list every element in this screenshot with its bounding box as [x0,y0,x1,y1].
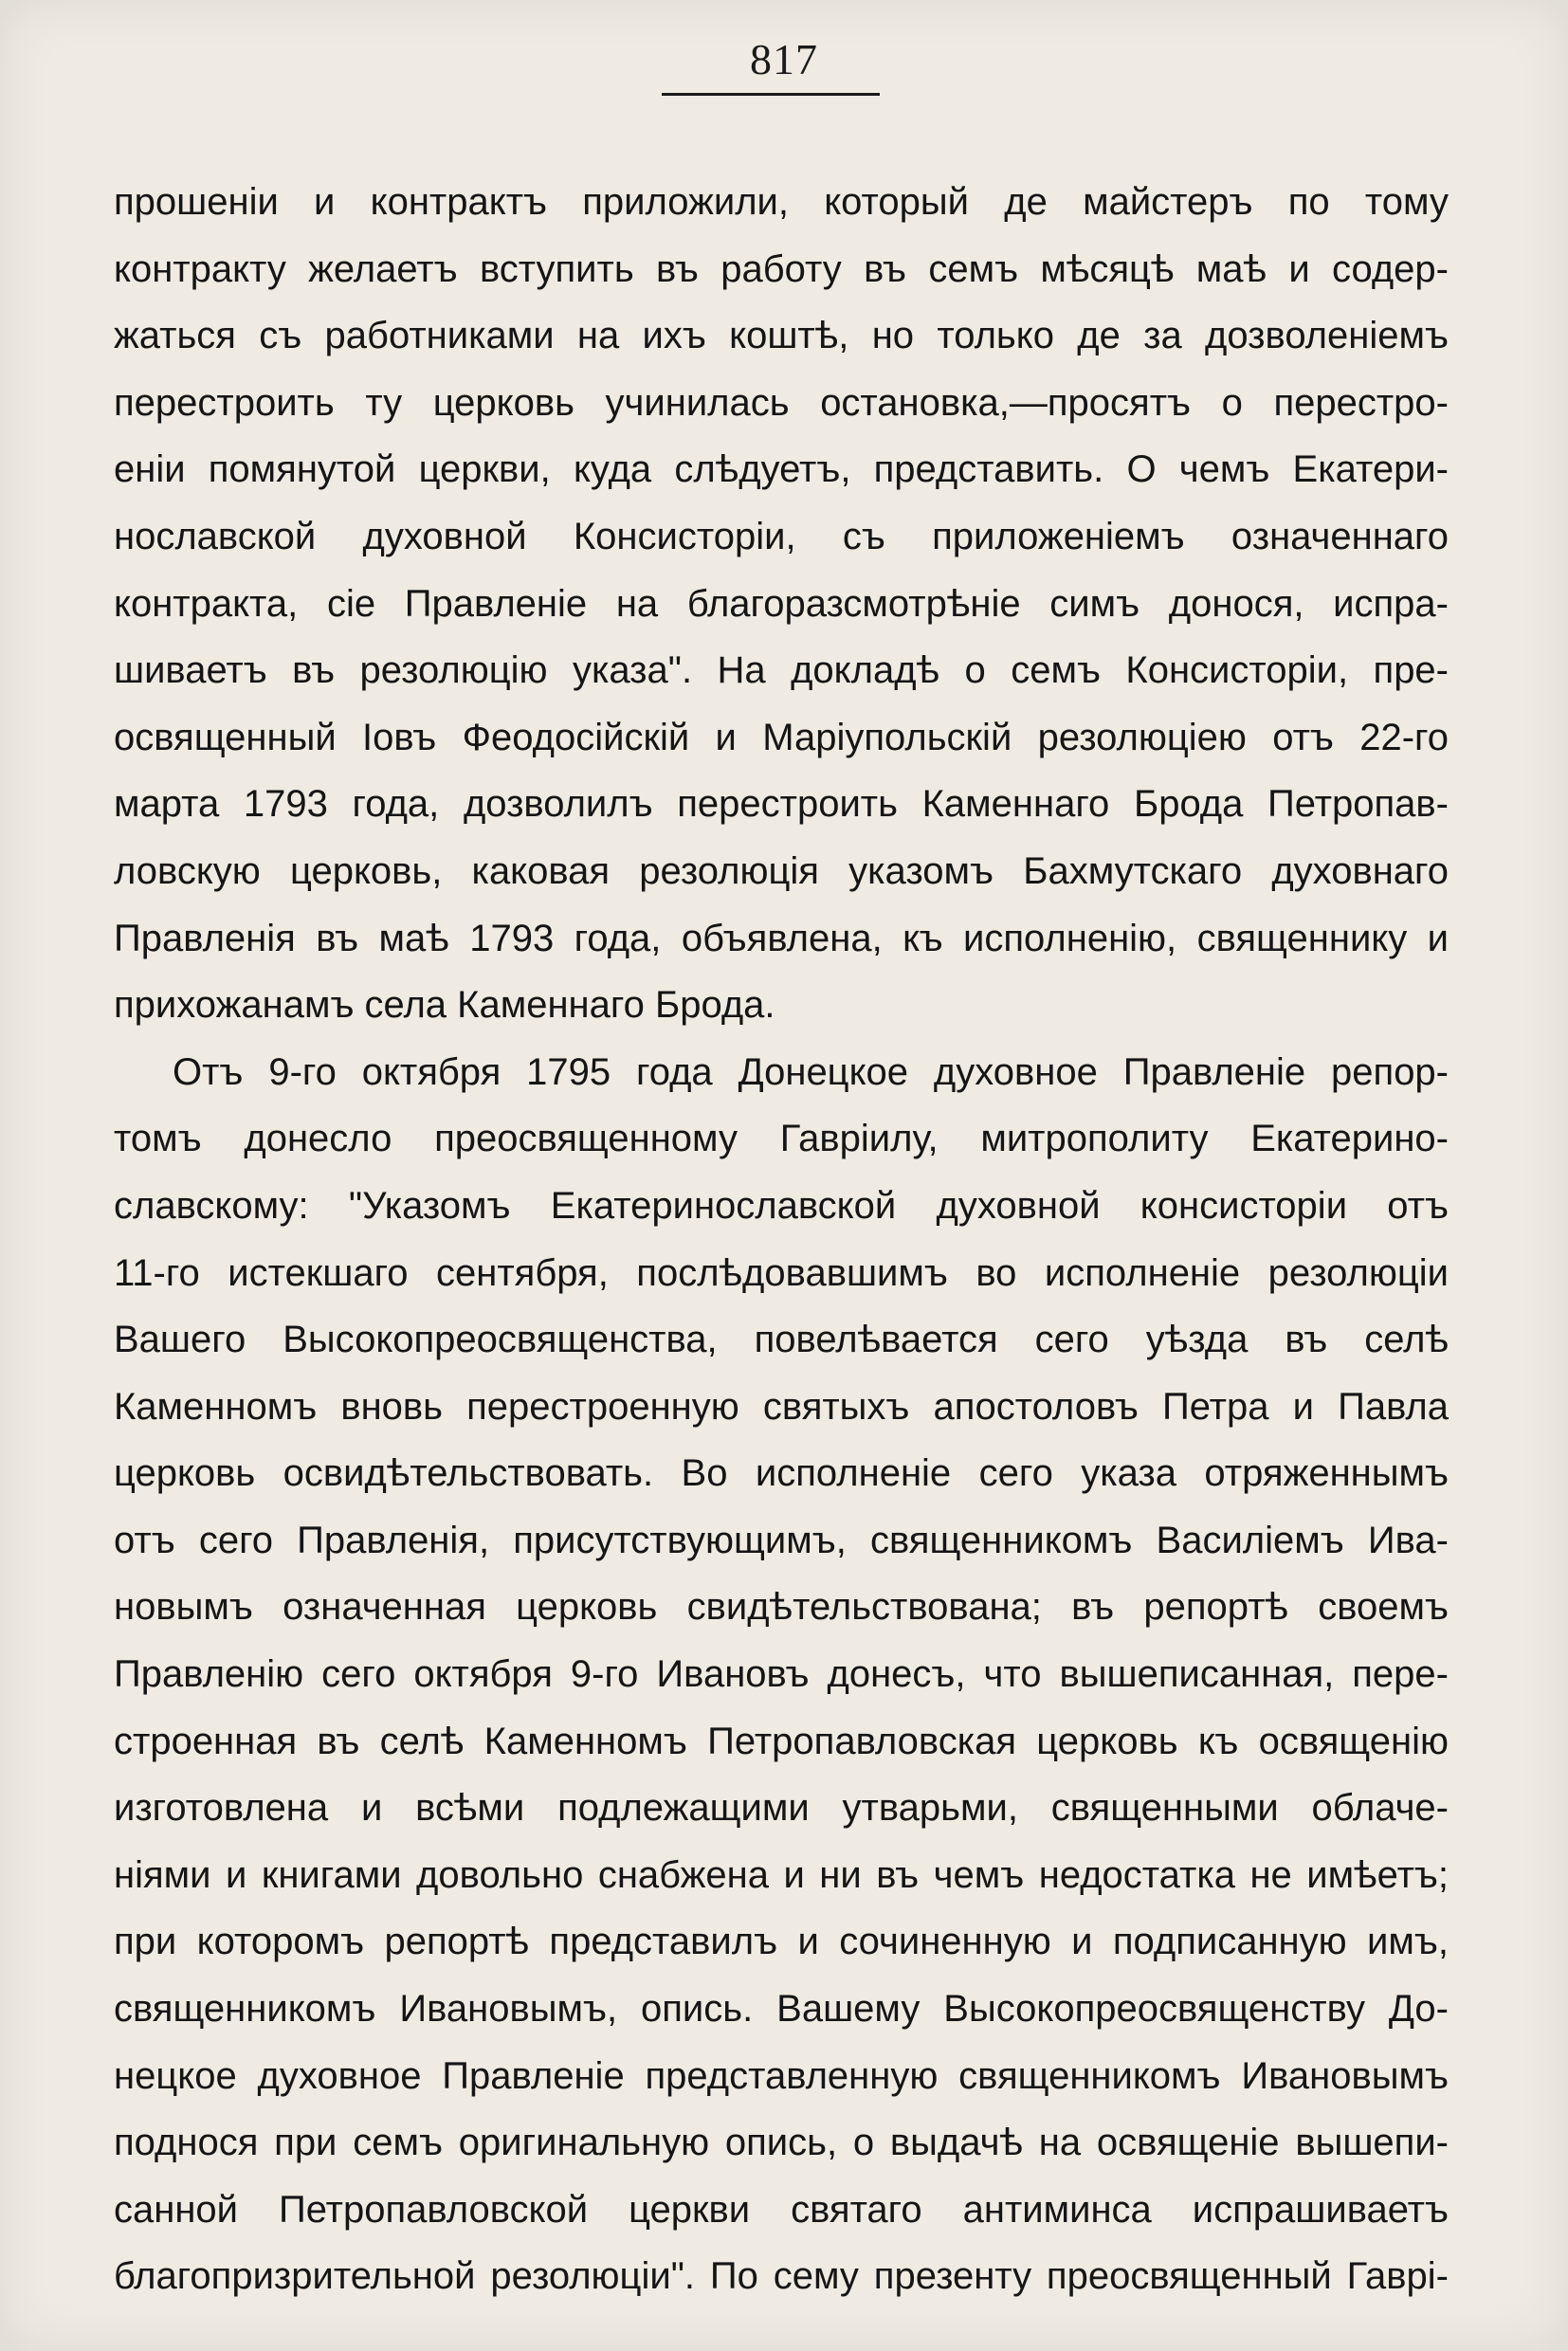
text-line: марта 1793 года, дозволилъ перестроить Каменнаго Брода Петропав- [114,783,1449,826]
text-line: Правленію сего октября 9-го Ивановъ донесъ, что вышеписанная, пере- [114,1653,1449,1696]
text-line: нецкое духовное Правленіе представленную священникомъ Ивановымъ [114,2054,1449,2097]
text-line: Вашего Высокопреосвященства, повелѣвается сего уѣзда въ селѣ [114,1319,1449,1361]
text-line: Правленія въ маѣ 1793 года, объявлена, къ исполненію, священнику и [114,917,1449,959]
text-line: Каменномъ вновь перестроенную святыхъ апостоловъ Петра и Павла [114,1385,1449,1428]
text-line: строенная въ селѣ Каменномъ Петропавловская церковь къ освященію [114,1720,1449,1762]
text-line: священникомъ Ивановымъ, опись. Вашему Высокопреосвященству До- [114,1988,1449,2031]
text-line: ловскую церковь, каковая резолюція указомъ Бахмутскаго духовнаго [114,849,1449,892]
text-line: Отъ 9-го октября 1795 года Донецкое духовное Правленіе репор- [173,1050,1449,1093]
page-number: 817 [750,35,818,83]
text-line: томъ донесло преосвященному Гавріилу, митрополиту Екатерино- [114,1118,1449,1160]
text-line: санной Петропавловской церкви святаго антиминса испрашиваетъ [114,2188,1449,2231]
text-line: благопризрительной резолюціи". По сему презенту преосвященный Гаврі- [114,2255,1449,2298]
text-line: освященный Іовъ Феодосійскій и Маріупольскій резолюціею отъ 22-го [114,716,1449,758]
text-line: шиваетъ въ резолюцію указа". На докладѣ о семъ Консисторіи, пре- [114,649,1449,692]
text-line: славскому: "Указомъ Екатеринославской духовной консисторіи отъ [114,1184,1449,1227]
body-text [114,169,1449,2310]
text-line: прихожанамъ села Каменнаго Брода. [114,984,775,1027]
text-line: изготовлена и всѣми подлежащими утварьми, священными облаче- [114,1787,1449,1830]
text-line: 11-го истекшаго сентября, послѣдовавшимъ во исполненіе резолюціи [114,1251,1449,1294]
text-line: при которомъ репортѣ представилъ и сочиненную и подписанную имъ, [114,1921,1449,1963]
page-number-underline [662,93,880,96]
text-line: поднося при семъ оригинальную опись, о выдачѣ на освященіе вышепи- [114,2122,1449,2164]
text-line: нославской духовной Консисторіи, съ приложеніемъ означеннаго [114,515,1449,557]
text-line: церковь освидѣтельствовать. Во исполненіе сего указа отряженнымъ [114,1452,1449,1495]
text-line: жаться съ работниками на ихъ коштѣ, но только де за дозволеніемъ [114,315,1449,357]
text-line: новымъ означенная церковь свидѣтельствована; въ репортѣ своемъ [114,1586,1449,1629]
text-line: ніями и книгами довольно снабжена и ни въ чемъ недостатка не имѣетъ; [114,1853,1449,1896]
text-line: контракту желаетъ вступить въ работу въ семъ мѣсяцѣ маѣ и содер- [114,247,1449,290]
text-line: еніи помянутой церкви, куда слѣдуетъ, представить. О чемъ Екатери- [114,448,1449,491]
text-line: перестроить ту церковь учинилась остановка,—просятъ о перестро- [114,381,1449,424]
text-line: контракта, сіе Правленіе на благоразсмотрѣніе симъ донося, испра- [114,582,1449,625]
text-line: прошеніи и контрактъ приложили, который де майстеръ по тому [114,181,1449,223]
text-line: отъ сего Правленія, присутствующимъ, священникомъ Василіемъ Ива- [114,1519,1449,1561]
